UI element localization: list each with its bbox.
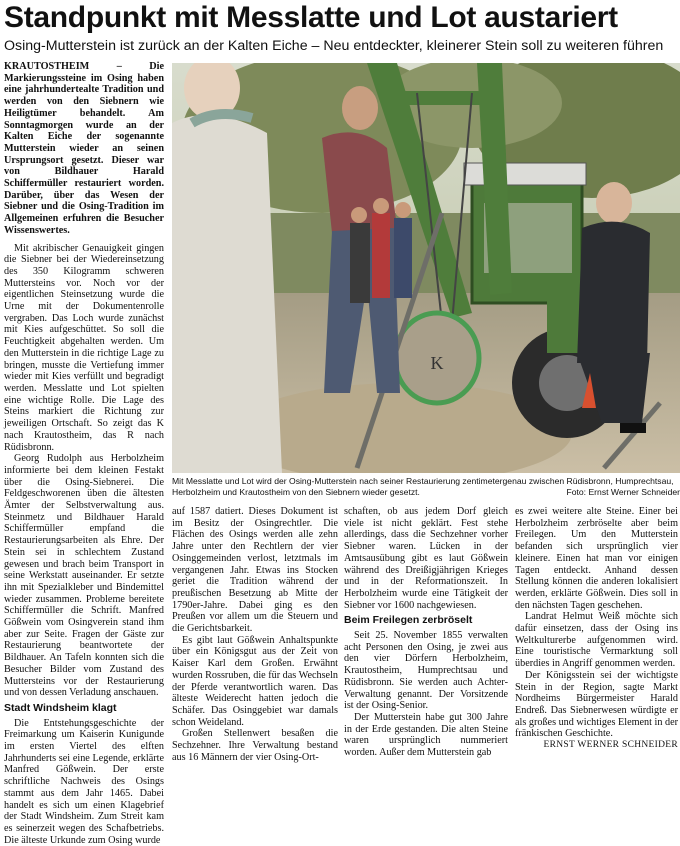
body-paragraph: auf 1587 datiert. Dieses Dokument ist im Besitz der Osingrechtler. Die Flächen des Osings werden alle zehn Jahre unter den Rechtlern der vier Osinggemeinden verlost, letztmals im vergangenen Jahr. Etwas ins Stocken geriet die Tradition während der preußischen Besetzung ab Mitte der 1790er-Jahre. Dabei ging es den Preußen vor allem um die Steuern und die Gerichtsbarkeit.: [172, 506, 338, 635]
section-subtitle: Stadt Windsheim klagt: [4, 701, 117, 714]
body-paragraph: Seit 25. November 1855 verwalten acht Personen den Osing, je zwei aus den vier Dörfern Herbolzheim, Krautostheim, Humprechtsau und Rüdisbronn. Sie werden auch Achter-Verwaltung genannt. Der Vorsitzende ist der Osing-Senior.: [344, 630, 508, 712]
body-paragraph: Der Mutterstein habe gut 300 Jahre in der Erde gestanden. Die alten Steine waren ursprünglich nummeriert worden. Außer dem Mutterstein gab: [344, 711, 508, 759]
article-column-1: [4, 61, 164, 846]
stone-letter: K: [430, 353, 444, 373]
lead-paragraph: KRAUTOSTHEIM – Die Markierungssteine im Osing haben eine jahrhundertealte Tradition und werden von den Siebnern wie Heiligtümer behandelt. Am Sonntagmorgen wurde an der Kalten Eiche der sogenannte Mutterstein wieder an seinen Ursprungsort gesetzt. Dieser war von Bildhauer Harald Schiffermüller restauriert worden. Darüber, über das Wesen der Siebner und die Osing-Tradition im Allgemeinen erfuhren die Besucher Wissenswertes.: [4, 61, 164, 236]
article-column-4: [515, 506, 678, 752]
article-column-2: [172, 506, 338, 763]
headline: Standpunkt mit Messlatte und Lot austariert: [4, 1, 618, 34]
body-paragraph: Mit akribischer Genauigkeit gingen die Siebner bei der Wiedereinsetzung des 350 Kilogramm schweren Muttersteins vor. Noch vor der eigentlichen Steinsetzung wurde die Urne mit der Dokumentenrolle vergraben. Das Loch wurde zunächst mit Kies aufgeschüttet. So soll die Feuchtigkeit abgehalten werden. Um den Mutterstein in die richtige Lage zu bringen, musste die Vertiefung immer wieder mit Kies verfüllt und begradigt werden. Messlatte und Lot spielten eine wichtige Rolle. Die Lage des Steins markiert die Richtung zur jeweiligen Ortschaft. So zeigt das K nach Krautostheim, das R nach Rüdisbronn.: [4, 242, 164, 453]
body-paragraph: schaften, ob aus jedem Dorf gleich viele ist nicht geklärt. Fest stehe allerdings, dass die Sechzehner vorher Siebner waren. Lücken in der Amtsausübung gibt es laut Gößwein während des Dreißigjährigen Krieges und in der Reformationszeit. In Herbolzheim wurde eine Tätigkeit der Siebner vor 1600 nachgewiesen.: [344, 506, 508, 611]
body-paragraph: Landrat Helmut Weiß möchte sich dafür einsetzen, dass der Osing ins Weltkulturerbe aufgenommen wird. Eine touristische Vermarktung soll überdies in Angriff genommen werden.: [515, 611, 678, 670]
body-paragraph: Der Königsstein sei der wichtigste Stein in der Region, sagte Markt Nordheims Bürgermeister Harald Endreß. Das Siebnerwesen würdigte er als großes und wichtiges Element in der fränkischen Geschichte.: [515, 669, 678, 740]
body-paragraph: Georg Rudolph aus Herbolzheim informierte bei dem kleinen Festakt über die Osing-Siebnerei. Die Feldgeschworenen üben die ältesten Ämter der Selbstverwaltung aus. Steinmetz und Bildhauer Harald Schiffermüller empfand die Restaurierungsarbeiten als Ehre. Der Stein sei in schlechtem Zustand gewesen und brach beim Transport in seine Werkstatt auseinander. Er setzte ihn mit Spezialkleber und Bindemittel wieder zusammen. Probleme bereitete Schiffermüller die Schrift. Manfred Gößwein vom Osingverein stand ihm aber zur Seite. Fragen der Gäste zur Restaurierung beantwortete der Bildhauer. An Tafeln konnten sich die Besucher Bilder vom Zustand des Muttersteins vor der Restaurierung und von dessen Verladung anschauen.: [4, 453, 164, 699]
body-paragraph: Es gibt laut Gößwein Anhaltspunkte über ein Königsgut aus der Zeit von Kaiser Karl dem Großen. Erwähnt wurden Rossruben, die für das Wechseln der Pferde verantwortlich waren. Das älteste Weiderecht hatten jedoch die Schäfer. Das Osinggebiet war damals schon Weideland.: [172, 634, 338, 728]
section-subtitle: Beim Freilegen zerbröselt: [344, 614, 473, 627]
article-photo: [172, 63, 680, 473]
body-paragraph: Großen Stellenwert besaßen die Sechzehner. Ihre Verwaltung bestand aus 16 Männern der vier Osing-Ort-: [172, 728, 338, 763]
subheadline: Osing-Mutterstein ist zurück an der Kalten Eiche – Neu entdeckter, kleinerer Stein soll zu weiteren führen: [4, 38, 664, 54]
body-paragraph: es zwei weitere alte Steine. Einer bei Herbolzheim zerbröselte aber beim Freilegen. Um den Mutterstein befanden sich ursprünglich vier kleinere. Einen hat man vor einigen Tagen entdeckt. Anhand dessen Stellung können die anderen lokalisiert werden, erklärte Gößwein. Dies soll in den nächsten Tagen geschehen.: [515, 506, 678, 611]
author-byline: ERNST WERNER SCHNEIDER: [543, 740, 678, 751]
photo-credit: Foto: Ernst Werner Schneider: [566, 487, 680, 497]
article-column-3: [344, 506, 508, 759]
caption-text: Mit Messlatte und Lot wird der Osing-Mutterstein nach seiner Restaurierung zentimetergenau zwischen Rüdisbronn, Humprechtsau, Herbolzheim und Krautostheim von den Siebnern wieder gesetzt.: [172, 476, 674, 497]
body-paragraph: Die Entstehungsgeschichte der Freimarkung um Kaiserin Kunigunde im ersten Viertel des elften Jahrhunderts sei eine Legende, erklärte Manfred Gößwein. Der erste schriftliche Nachweis des Osings stammt aus dem Jahr 1465. Dabei handelt es sich um einen Klagebrief der Stadt Windsheim. Zum Streit kam es seinerzeit wegen des Schafbetriebs. Die älteste Urkunde zum Osing wurde: [4, 717, 164, 846]
photo-caption: [172, 476, 680, 498]
